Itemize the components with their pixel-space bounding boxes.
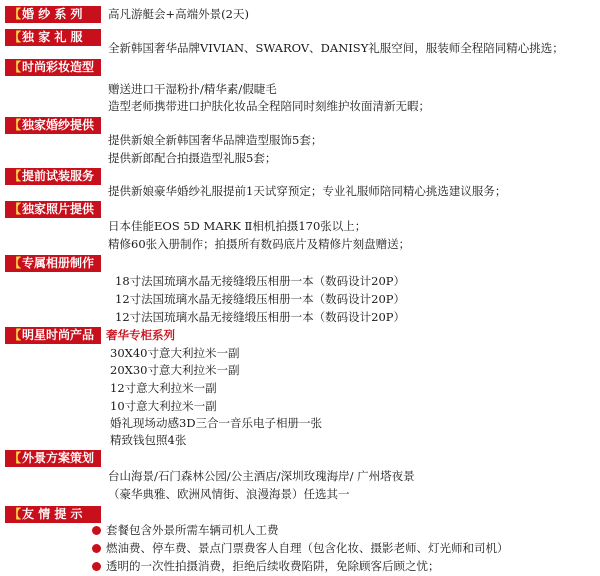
notice-line-1: 套餐包含外景所需车辆司机人工费	[106, 523, 279, 537]
outdoor-line-2: （豪华典雅、欧洲风情街、浪漫海景）任选其一	[108, 487, 350, 501]
red-dot-bullet-icon	[92, 544, 101, 553]
star-products-line-6: 精致钱包照4张	[110, 433, 187, 447]
bracket-marker-icon: 【	[9, 328, 22, 342]
notice-line-3: 透明的一次性拍摄消费，拒绝后续收费陷阱，免除顾客后顾之忧；	[106, 559, 440, 573]
section-label-fitting: 【提前试装服务	[5, 168, 101, 185]
makeup-line-1: 赠送进口干湿粉扑/精华素/假睫毛	[108, 82, 277, 96]
star-products-highlight: 奢华专柜系列	[106, 328, 175, 342]
star-products-line-2: 20X30寸意大利拉米一副	[110, 363, 240, 377]
outdoor-line-1: 台山海景/石门森林公园/公主酒店/深圳玫瑰海岸/ 广州塔夜景	[108, 469, 415, 483]
gown-supply-line-1: 提供新娘全新韩国奢华品牌造型服饰5套；	[108, 133, 323, 147]
fitting-text: 提供新娘豪华婚纱礼服提前1天试穿预定；专业礼服师陪同精心挑选建议服务；	[108, 184, 507, 198]
section-label-notice: 【友 情 提 示	[5, 506, 101, 523]
star-products-line-5: 婚礼现场动感3D三合一音乐电子相册一张	[110, 416, 323, 430]
bracket-marker-icon: 【	[9, 507, 22, 521]
bracket-marker-icon: 【	[9, 60, 22, 74]
album-line-2: 12寸法国琉璃水晶无接缝缎压相册一本（数码设计20P）	[115, 292, 406, 306]
bracket-marker-icon: 【	[9, 202, 22, 216]
album-line-3: 12寸法国琉璃水晶无接缝缎压相册一本（数码设计20P）	[115, 310, 406, 324]
bracket-marker-icon: 【	[9, 169, 22, 183]
album-line-1: 18寸法国琉璃水晶无接缝缎压相册一本（数码设计20P）	[115, 274, 406, 288]
bracket-marker-icon: 【	[9, 451, 22, 465]
gown-supply-line-2: 提供新郎配合拍摄造型礼服5套；	[108, 151, 277, 165]
red-dot-bullet-icon	[92, 562, 101, 571]
section-label-star-products: 【明星时尚产品	[5, 327, 101, 344]
section-label-makeup: 【时尚彩妆造型	[5, 59, 101, 76]
section-label-photos: 【独家照片提供	[5, 201, 101, 218]
section-label-outdoor: 【外景方案策划	[5, 450, 101, 467]
section-label-album: 【专属相册制作	[5, 255, 101, 272]
bracket-marker-icon: 【	[9, 256, 22, 270]
photos-line-2: 精修60张入册制作；拍摄所有数码底片及精修片刻盘赠送；	[108, 237, 411, 251]
star-products-line-3: 12寸意大利拉米一副	[110, 381, 217, 395]
section-label-wedding-series: 【婚 纱 系 列	[5, 6, 101, 23]
wedding-series-text: 高凡游艇会+高端外景(2天)	[108, 7, 249, 21]
makeup-line-2: 造型老师携带进口护肤化妆品全程陪同时刻维护妆面清新无暇；	[108, 99, 430, 113]
notice-line-2: 燃油费、停车费、景点门票费客人自理（包含化妆、摄影老师、灯光师和司机）	[106, 541, 509, 555]
red-dot-bullet-icon	[92, 526, 101, 535]
bracket-marker-icon: 【	[9, 118, 22, 132]
bracket-marker-icon: 【	[9, 30, 22, 44]
photos-line-1: 日本佳能EOS 5D MARK Ⅱ相机拍摄170张以上；	[108, 219, 367, 233]
exclusive-dress-text: 全新韩国奢华品牌VIVIAN、SWAROV、DANISY礼服空间，服装师全程陪同精心挑选；	[108, 41, 564, 55]
star-products-line-1: 30X40寸意大利拉米一副	[110, 346, 240, 360]
bracket-marker-icon: 【	[9, 7, 22, 21]
section-label-exclusive-dress: 【独 家 礼 服	[5, 29, 101, 46]
star-products-line-4: 10寸意大利拉米一副	[110, 399, 217, 413]
section-label-gown-supply: 【独家婚纱提供	[5, 117, 101, 134]
